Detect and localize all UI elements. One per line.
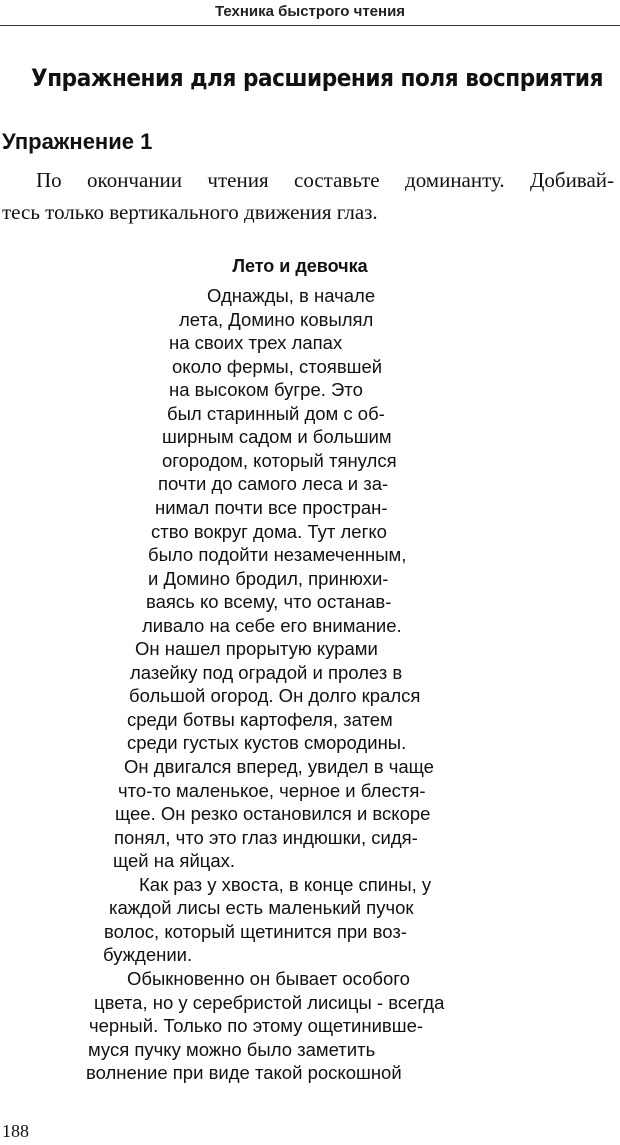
story-line-text: среди густых кустов смородины. — [127, 732, 407, 754]
story-line — [127, 967, 498, 991]
instruction-line: тесь только вертикального движения глаз. — [2, 200, 378, 224]
story-line — [89, 1014, 505, 1038]
story-line-text: среди ботвы картофеля, затем — [127, 708, 393, 730]
story-title: Лето и девочка — [232, 256, 368, 276]
story-line-text: Обыкновенно он бывает особого — [127, 967, 410, 989]
story-line-text: ство вокруг дома. Тут легко — [151, 520, 387, 542]
story-line-text: был старинный дом с об- — [167, 402, 385, 424]
story-line — [207, 284, 417, 308]
story-line — [146, 590, 454, 614]
story-line — [179, 308, 419, 332]
story-line-text: щее. Он резко остановился и вскоре — [115, 803, 431, 825]
story-line-text: на высоком бугре. Это — [169, 379, 363, 401]
story-line-text: ширным садом и большим — [162, 426, 392, 448]
story-line-text: и Домино бродил, принюхи- — [148, 567, 389, 589]
story-line-text: Как раз у хвоста, в конце спины, у — [139, 873, 432, 895]
story-line — [113, 849, 260, 873]
story-line-text: щей на яйцах. — [113, 850, 236, 872]
story-line-text: буждении. — [103, 944, 193, 966]
story-line — [118, 779, 477, 803]
story-line — [148, 543, 447, 567]
story-line-text: понял, что это глаз индюшки, сидя- — [114, 826, 418, 848]
story-line-text: лета, Домино ковылял — [179, 308, 374, 330]
story-line — [148, 567, 451, 591]
header-rule — [0, 25, 620, 26]
story-line-text: волос, который щетинится при воз- — [104, 920, 407, 942]
story-line-text: ливало на себе его внимание. — [142, 614, 402, 636]
story-line — [155, 496, 441, 520]
story-line — [129, 684, 464, 708]
story-line-text: Он нашел прорытую курами — [135, 638, 378, 660]
story-line — [124, 755, 473, 779]
story-line — [172, 355, 424, 379]
story-line — [142, 614, 455, 638]
story-line-text: огородом, который тянулся — [162, 449, 397, 471]
story-line — [127, 731, 470, 755]
story-line-text: было подойти незамеченным, — [148, 544, 407, 566]
story-line-text: муся пучку можно было заметить — [88, 1038, 376, 1060]
story-line — [103, 943, 206, 967]
story-line-text: на своих трех лапах — [169, 332, 343, 354]
story-line — [162, 449, 439, 473]
story-line-text: ваясь ко всему, что останав- — [146, 591, 392, 613]
story-line-text: большой огород. Он долго крался — [129, 685, 421, 707]
story-line — [135, 637, 458, 661]
story-line — [86, 1061, 512, 1085]
story-line-text: что-то маленькое, черное и блестя- — [118, 779, 426, 801]
story-line — [139, 873, 487, 897]
story-line — [94, 991, 502, 1015]
story-line-text: нимал почти все простран- — [155, 496, 388, 518]
story-line-text: Он двигался вперед, увидел в чаще — [124, 756, 434, 777]
story-line-text: каждой лисы есть маленький пучок — [109, 897, 414, 919]
story-line — [158, 472, 439, 496]
story-line-text: лазейку под оградой и пролез в — [130, 661, 403, 683]
story-line — [151, 520, 444, 544]
story-line-text: цвета, но у серебристой лисицы - всегда — [94, 991, 445, 1013]
story-line — [162, 425, 435, 449]
story-line-text: Однажды, в начале — [207, 285, 376, 306]
story-line — [104, 920, 494, 944]
exercise-title: Упражнение 1 — [2, 129, 153, 154]
story-line — [115, 802, 480, 826]
story-line — [109, 896, 491, 920]
section-title: Упражнения для расширения поля восприятия — [31, 64, 604, 92]
story-line — [169, 331, 421, 355]
instruction-line: По окончании чтения составьте доминанту. Добивай- — [36, 168, 614, 192]
story-line — [130, 661, 462, 685]
story-line — [169, 378, 427, 402]
running-header: Техника быстрого чтения — [214, 3, 406, 20]
story-line-text: около фермы, стоявшей — [172, 355, 383, 377]
story-line — [167, 402, 433, 426]
page-number: 188 — [2, 1121, 29, 1141]
story-line-text: почти до самого леса и за- — [158, 473, 389, 495]
story-line-text: черный. Только по этому ощетинивше- — [89, 1015, 424, 1037]
story-line — [88, 1038, 509, 1062]
story-line — [114, 826, 483, 850]
story-line — [127, 708, 467, 732]
story-line-text: волнение при виде такой роскошной — [86, 1062, 402, 1084]
